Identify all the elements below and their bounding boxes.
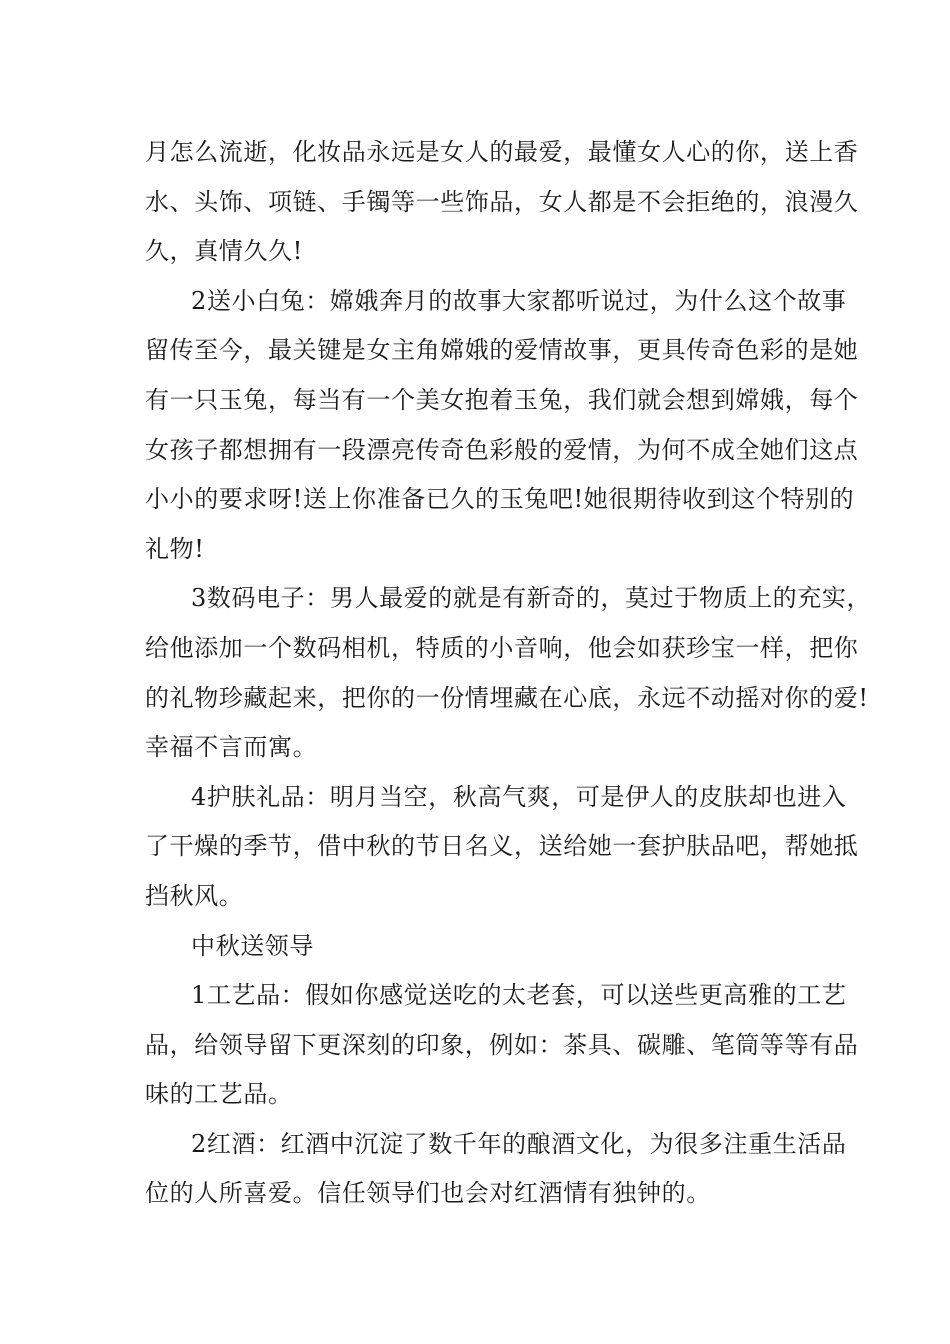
text-line: 的礼物珍藏起来，把你的一份情埋藏在心底，永远不动摇对你的爱! xyxy=(145,683,869,712)
text-line: 小小的要求呀!送上你准备已久的玉兔吧!她很期待收到这个特别的 xyxy=(145,485,855,514)
text-line: 位的人所喜爱。信任领导们也会对红酒情有独钟的。 xyxy=(145,1179,711,1208)
text-line: 味的工艺品。 xyxy=(145,1080,293,1109)
text-line: 品，给领导留下更深刻的印象，例如：茶具、碳雕、笔筒等等有品 xyxy=(145,1030,859,1059)
text-line: 1工艺品：假如你感觉送吃的太老套，可以送些更高雅的工艺 xyxy=(191,981,847,1010)
text-line: 2红酒：红酒中沉淀了数千年的酿酒文化，为很多注重生活品 xyxy=(191,1129,847,1158)
text-line: 水、头饰、项链、手镯等一些饰品，女人都是不会拒绝的，浪漫久 xyxy=(145,187,859,216)
paragraph-white-rabbit xyxy=(145,277,859,575)
text-line: 幸福不言而寓。 xyxy=(145,733,318,762)
paragraph-red-wine xyxy=(145,1120,847,1219)
text-line: 4护肤礼品：明月当空，秋高气爽，可是伊人的皮肤却也进入 xyxy=(191,782,847,811)
text-line: 有一只玉兔，每当有一个美女抱着玉兔，我们就会想到嫦娥，每个 xyxy=(145,385,859,414)
text-line: 礼物! xyxy=(145,534,205,563)
text-line: 久，真情久久! xyxy=(145,237,303,266)
text-line: 2送小白兔：嫦娥奔月的故事大家都听说过，为什么这个故事 xyxy=(191,286,847,315)
document-body xyxy=(145,128,872,1219)
section-heading-leaders xyxy=(145,922,815,972)
text-line: 中秋送领导 xyxy=(191,931,314,960)
text-line: 挡秋风。 xyxy=(145,881,244,910)
text-line: 留传至今，最关键是女主角嫦娥的爱情故事，更具传奇色彩的是她 xyxy=(145,336,859,365)
text-line: 了干燥的季节，借中秋的节日名义，送给她一套护肤品吧，帮她抵 xyxy=(145,832,859,861)
text-line: 女孩子都想拥有一段漂亮传奇色彩般的爱情，为何不成全她们这点 xyxy=(145,435,859,464)
paragraph-handicrafts xyxy=(145,971,859,1120)
paragraph-skincare-gift xyxy=(145,773,859,922)
text-line: 给他添加一个数码相机，特质的小音响，他会如获珍宝一样，把你 xyxy=(145,633,859,662)
paragraph-cosmetics-continued xyxy=(145,128,859,277)
paragraph-digital-electronics xyxy=(145,574,872,772)
text-line: 3数码电子：男人最爱的就是有新奇的，莫过于物质上的充实， xyxy=(191,584,872,613)
text-line: 月怎么流逝，化妆品永远是女人的最爱，最懂女人心的你，送上香 xyxy=(145,138,859,166)
